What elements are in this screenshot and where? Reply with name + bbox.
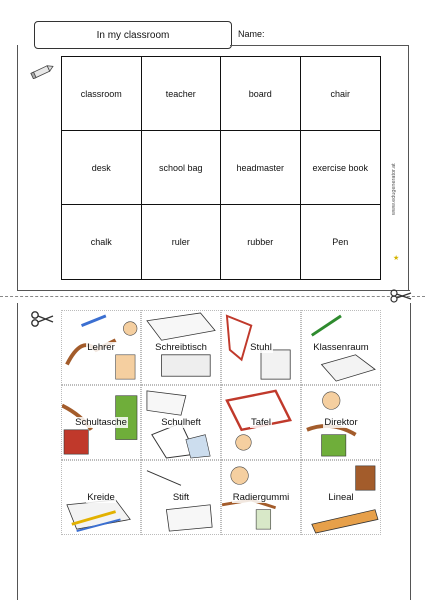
picture-card[interactable] [61, 310, 141, 385]
vocabulary-table [61, 56, 381, 280]
picture-cards [61, 310, 381, 535]
picture-card[interactable] [221, 460, 301, 535]
vocab-cell: chalk [62, 205, 142, 279]
vocab-cell: board [221, 57, 301, 131]
vocab-cell: teacher [142, 57, 222, 131]
star-icon: ★ [393, 255, 400, 262]
picture-card[interactable] [61, 460, 141, 535]
picture-card[interactable] [221, 385, 301, 460]
cut-line [0, 296, 425, 297]
picture-label: Stift [172, 492, 190, 503]
picture-label: Kreide [87, 492, 115, 503]
vocab-cell: headmaster [221, 131, 301, 205]
vocab-cell: rubber [221, 205, 301, 279]
picture-label: Schultasche [75, 417, 127, 428]
vocab-cell: Pen [332, 237, 349, 247]
top-frame-line [230, 45, 409, 46]
credit-text: www.edugenerator.at [391, 163, 397, 215]
picture-label: Schulheft [161, 417, 201, 428]
picture-card[interactable] [141, 385, 221, 460]
pencil-icon [30, 63, 56, 79]
name-label: Name: [238, 29, 265, 39]
picture-card[interactable] [301, 385, 381, 460]
picture-card[interactable] [301, 460, 381, 535]
scissors-icon [30, 311, 54, 327]
vocab-cell: school bag [142, 131, 222, 205]
scissors-icon [390, 289, 412, 303]
vocab-cell: chair [301, 57, 381, 131]
picture-label: Direktor [324, 417, 358, 428]
vocab-cell: classroom [62, 57, 142, 131]
picture-label: Schreibtisch [155, 342, 207, 353]
vocab-cell: exercise book [301, 131, 381, 205]
top-frame-right [408, 45, 409, 291]
picture-label: Stuhl [250, 342, 272, 353]
picture-card[interactable] [221, 310, 301, 385]
picture-label: Lehrer [87, 342, 115, 353]
picture-label: Lineal [328, 492, 354, 503]
picture-card[interactable] [141, 310, 221, 385]
picture-card[interactable] [301, 310, 381, 385]
picture-card[interactable] [61, 385, 141, 460]
picture-label: Radiergummi [232, 492, 290, 503]
picture-card[interactable] [141, 460, 221, 535]
vocab-cell: desk [62, 131, 142, 205]
picture-label: Tafel [250, 417, 272, 428]
vocab-cell: ruler [142, 205, 222, 279]
picture-label: Klassenraum [313, 342, 369, 353]
worksheet-title: In my classroom [34, 21, 232, 49]
